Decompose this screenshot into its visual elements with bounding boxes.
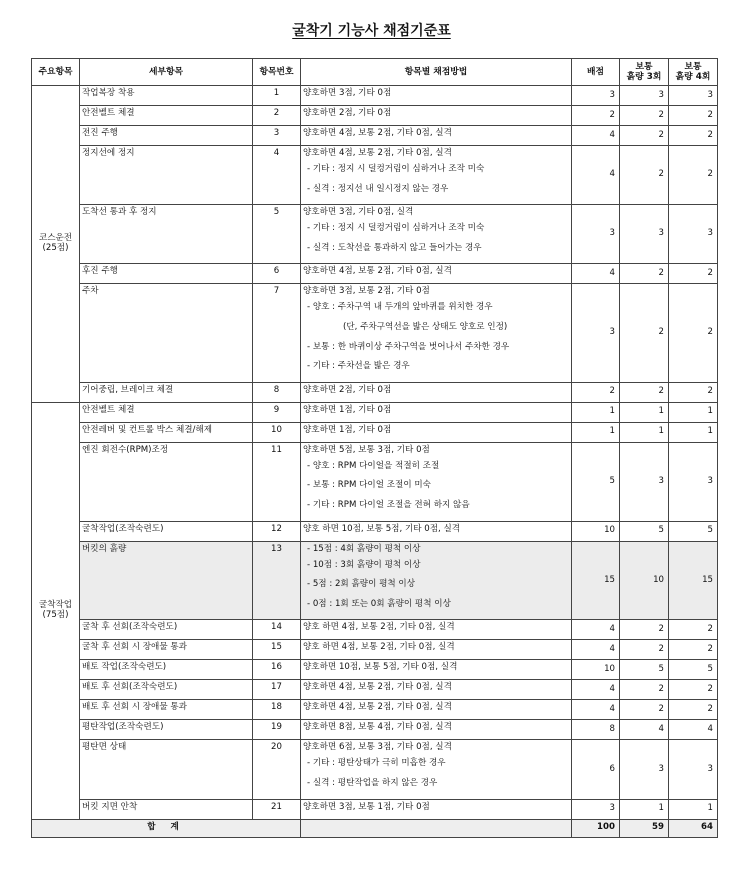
scoring-method: - 15점 : 4회 흙량이 평척 이상 - 10점 : 3회 흙량이 평척 이상 - 5점 : 2회 흙량이 평척 이상 - 0점 : 1회 또는 0회 흙량이 평척 이상	[301, 541, 572, 620]
scoring-method: 양호하면 6점, 보통 3점, 기타 0점, 실격 - 기타 : 평탄상태가 극히 미흡한 경우 - 실격 : 평탄작업을 하지 않은 경우	[301, 740, 572, 799]
scoring-table	[31, 58, 718, 838]
score: 4	[572, 680, 620, 700]
header-main: 주요항목	[32, 59, 80, 86]
normal4-score: 2	[669, 264, 718, 284]
table-row	[32, 382, 718, 402]
score: 2	[572, 382, 620, 402]
sub-item: 버킷 지면 안착	[80, 799, 253, 819]
table-row	[32, 660, 718, 680]
header-row	[32, 59, 718, 86]
table-row	[32, 86, 718, 106]
scoring-method: 양호하면 1점, 기타 0점	[301, 402, 572, 422]
score: 3	[572, 284, 620, 382]
sub-item: 평탄작업(조작숙련도)	[80, 720, 253, 740]
normal4-score: 3	[669, 205, 718, 264]
scoring-method: 양호 하면 4점, 보통 2점, 기타 0점, 실격	[301, 640, 572, 660]
normal3-score: 2	[620, 620, 669, 640]
normal4-score: 2	[669, 700, 718, 720]
item-number: 11	[253, 442, 301, 521]
sub-item: 작업복장 착용	[80, 86, 253, 106]
sub-item: 배토 후 선회 시 장애물 통과	[80, 700, 253, 720]
scoring-method: 양호하면 3점, 보통 2점, 기타 0점 - 양호 : 주차구역 내 두개의 앞바퀴를 위치한 경우 (단, 주차구역선을 밟은 상태도 양호로 인정) - 보통 : 한 바퀴이상 주차구역을 벗어나서 주차한 경우 - 기타 : 주차선을 밟은 경우	[301, 284, 572, 382]
header-method: 항목별 채점방법	[301, 59, 572, 86]
table-row	[32, 284, 718, 382]
scoring-method: 양호하면 4점, 보통 2점, 기타 0점, 실격	[301, 700, 572, 720]
normal3-score: 3	[620, 442, 669, 521]
scoring-method: 양호 하면 4점, 보통 2점, 기타 0점, 실격	[301, 620, 572, 640]
normal4-score: 2	[669, 620, 718, 640]
total-label: 합 계	[32, 819, 301, 837]
normal3-score: 10	[620, 541, 669, 620]
total-normal4: 64	[669, 819, 718, 837]
normal4-score: 2	[669, 284, 718, 382]
score: 3	[572, 205, 620, 264]
sub-item: 정지선에 정지	[80, 146, 253, 205]
header-sub: 세부항목	[80, 59, 253, 86]
normal3-score: 4	[620, 720, 669, 740]
table-row	[32, 620, 718, 640]
normal4-score: 2	[669, 146, 718, 205]
item-number: 14	[253, 620, 301, 640]
sub-item: 주차	[80, 284, 253, 382]
header-normal4: 보통 흙량 4회	[669, 59, 718, 86]
item-number: 13	[253, 541, 301, 620]
sub-item: 굴착 후 선회 시 장애물 통과	[80, 640, 253, 660]
score: 8	[572, 720, 620, 740]
normal4-score: 1	[669, 422, 718, 442]
normal4-score: 1	[669, 402, 718, 422]
normal3-score: 1	[620, 799, 669, 819]
table-row	[32, 146, 718, 205]
score: 4	[572, 620, 620, 640]
score: 15	[572, 541, 620, 620]
score: 4	[572, 640, 620, 660]
table-row	[32, 799, 718, 819]
item-number: 3	[253, 126, 301, 146]
sub-item: 배토 작업(조작숙련도)	[80, 660, 253, 680]
scoring-method: 양호하면 2점, 기타 0점	[301, 382, 572, 402]
normal3-score: 1	[620, 402, 669, 422]
score: 5	[572, 442, 620, 521]
score: 1	[572, 422, 620, 442]
normal4-score: 2	[669, 106, 718, 126]
normal3-score: 2	[620, 106, 669, 126]
item-number: 17	[253, 680, 301, 700]
scoring-method: 양호하면 4점, 보통 2점, 기타 0점, 실격	[301, 680, 572, 700]
scoring-method: 양호하면 4점, 보통 2점, 기타 0점, 실격	[301, 264, 572, 284]
normal4-score: 15	[669, 541, 718, 620]
main-category: 굴착작업 (75점)	[32, 402, 80, 819]
scoring-method: 양호하면 5점, 보통 3점, 기타 0점 - 양호 : RPM 다이얼을 적절히 조절 - 보통 : RPM 다이얼 조절이 미숙 - 기타 : RPM 다이얼 조절을 전혀 하지 않음	[301, 442, 572, 521]
total-empty-cell	[301, 819, 572, 837]
scoring-method: 양호하면 4점, 보통 2점, 기타 0점, 실격 - 기타 : 정지 시 덜컹거림이 심하거나 조작 미숙 - 실격 : 정지선 내 일시정지 않는 경우	[301, 146, 572, 205]
total-row	[32, 819, 718, 837]
table-row	[32, 700, 718, 720]
normal3-score: 3	[620, 86, 669, 106]
normal3-score: 5	[620, 521, 669, 541]
score: 4	[572, 126, 620, 146]
document-title: 굴착기 기능사 채점기준표	[292, 23, 451, 39]
table-row	[32, 106, 718, 126]
item-number: 21	[253, 799, 301, 819]
sub-item: 배토 후 선회(조작숙련도)	[80, 680, 253, 700]
normal3-score: 2	[620, 640, 669, 660]
table-row	[32, 740, 718, 799]
item-number: 20	[253, 740, 301, 799]
sub-item: 전진 주행	[80, 126, 253, 146]
normal3-score: 5	[620, 660, 669, 680]
item-number: 15	[253, 640, 301, 660]
scoring-method: 양호하면 3점, 기타 0점, 실격 - 기타 : 정지 시 덜컹거림이 심하거나 조작 미숙 - 실격 : 도착선을 통과하지 않고 들어가는 경우	[301, 205, 572, 264]
scoring-method: 양호하면 3점, 보통 1점, 기타 0점	[301, 799, 572, 819]
score: 3	[572, 86, 620, 106]
table-row	[32, 640, 718, 660]
normal3-score: 2	[620, 680, 669, 700]
sub-item: 도착선 통과 후 정지	[80, 205, 253, 264]
scoring-method: 양호 하면 10점, 보통 5점, 기타 0점, 실격	[301, 521, 572, 541]
header-normal3: 보통 흙량 3회	[620, 59, 669, 86]
score: 6	[572, 740, 620, 799]
normal4-score: 5	[669, 660, 718, 680]
score: 1	[572, 402, 620, 422]
scoring-method: 양호하면 8점, 보통 4점, 기타 0점, 실격	[301, 720, 572, 740]
sub-item: 안전벨트 체결	[80, 402, 253, 422]
normal4-score: 2	[669, 126, 718, 146]
scoring-method: 양호하면 1점, 기타 0점	[301, 422, 572, 442]
normal3-score: 3	[620, 740, 669, 799]
item-number: 10	[253, 422, 301, 442]
sub-item: 후진 주행	[80, 264, 253, 284]
score: 3	[572, 799, 620, 819]
item-number: 6	[253, 264, 301, 284]
normal4-score: 2	[669, 640, 718, 660]
table-row	[32, 264, 718, 284]
table-row	[32, 521, 718, 541]
item-number: 18	[253, 700, 301, 720]
table-row	[32, 205, 718, 264]
scoring-method: 양호하면 3점, 기타 0점	[301, 86, 572, 106]
header-score: 배점	[572, 59, 620, 86]
normal4-score: 4	[669, 720, 718, 740]
normal4-score: 3	[669, 740, 718, 799]
table-row	[32, 541, 718, 620]
sub-item: 굴착작업(조작숙련도)	[80, 521, 253, 541]
score: 4	[572, 700, 620, 720]
normal3-score: 2	[620, 382, 669, 402]
score: 10	[572, 660, 620, 680]
main-category: 코스운전 (25점)	[32, 86, 80, 403]
table-row	[32, 720, 718, 740]
item-number: 4	[253, 146, 301, 205]
item-number: 19	[253, 720, 301, 740]
normal3-score: 3	[620, 205, 669, 264]
sub-item: 평탄면 상태	[80, 740, 253, 799]
normal4-score: 5	[669, 521, 718, 541]
score: 4	[572, 146, 620, 205]
header-no: 항목번호	[253, 59, 301, 86]
normal3-score: 2	[620, 700, 669, 720]
table-row	[32, 402, 718, 422]
normal4-score: 1	[669, 799, 718, 819]
normal4-score: 2	[669, 382, 718, 402]
table-row	[32, 422, 718, 442]
normal3-score: 2	[620, 284, 669, 382]
normal3-score: 1	[620, 422, 669, 442]
score: 4	[572, 264, 620, 284]
score: 2	[572, 106, 620, 126]
scoring-method: 양호하면 2점, 기타 0점	[301, 106, 572, 126]
normal3-score: 2	[620, 126, 669, 146]
score: 10	[572, 521, 620, 541]
table-body	[32, 86, 718, 838]
table-row	[32, 442, 718, 521]
total-normal3: 59	[620, 819, 669, 837]
normal4-score: 3	[669, 86, 718, 106]
item-number: 5	[253, 205, 301, 264]
normal4-score: 2	[669, 680, 718, 700]
table-row	[32, 680, 718, 700]
normal3-score: 2	[620, 146, 669, 205]
normal4-score: 3	[669, 442, 718, 521]
sub-item: 굴착 후 선회(조작숙련도)	[80, 620, 253, 640]
item-number: 16	[253, 660, 301, 680]
normal3-score: 2	[620, 264, 669, 284]
sub-item: 엔진 회전수(RPM)조정	[80, 442, 253, 521]
item-number: 7	[253, 284, 301, 382]
item-number: 9	[253, 402, 301, 422]
item-number: 2	[253, 106, 301, 126]
item-number: 8	[253, 382, 301, 402]
sub-item: 기어중립, 브레이크 체결	[80, 382, 253, 402]
item-number: 12	[253, 521, 301, 541]
scoring-method: 양호하면 4점, 보통 2점, 기타 0점, 실격	[301, 126, 572, 146]
table-row	[32, 126, 718, 146]
sub-item: 안전레버 및 컨트롤 박스 체결/해제	[80, 422, 253, 442]
scoring-method: 양호하면 10점, 보통 5점, 기타 0점, 실격	[301, 660, 572, 680]
sub-item: 버킷의 흙량	[80, 541, 253, 620]
item-number: 1	[253, 86, 301, 106]
total-score: 100	[572, 819, 620, 837]
sub-item: 안전벨트 체결	[80, 106, 253, 126]
